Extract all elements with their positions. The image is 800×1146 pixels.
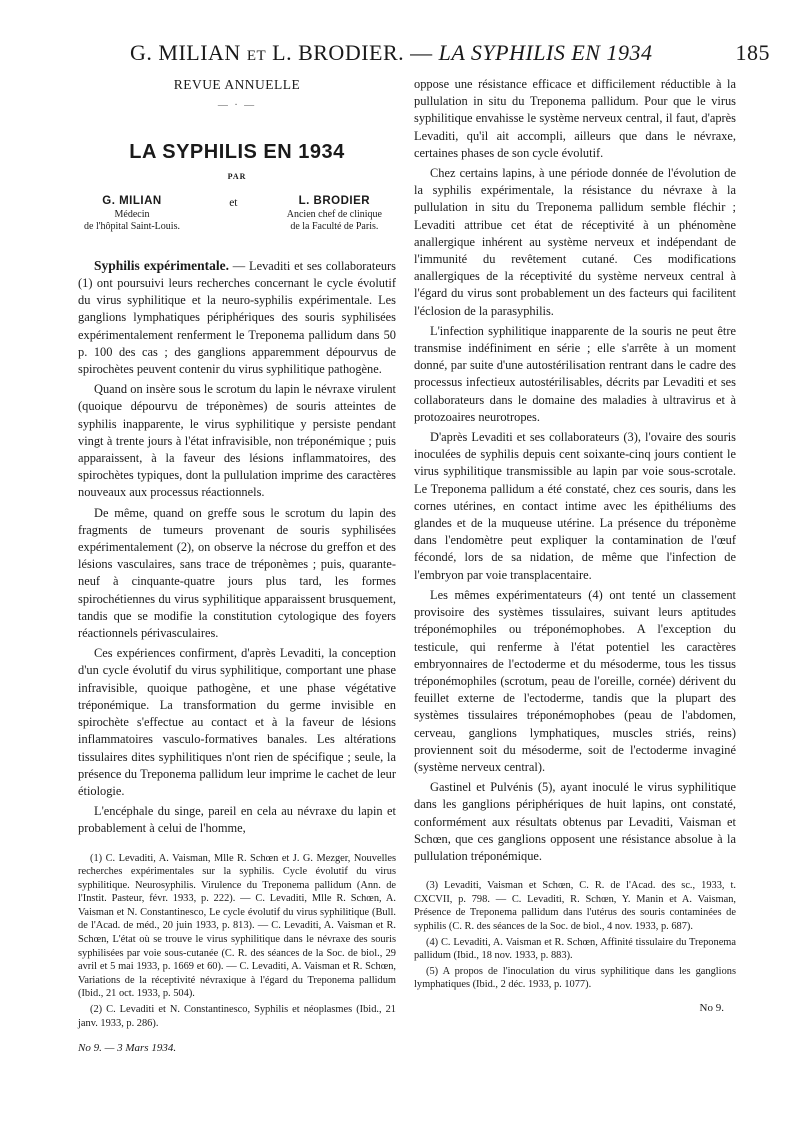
body-paragraph: L'infection syphilitique inapparente de la souris ne peut être transmise indéfiniment en série ; elle s'arrête à un moment donné, par suite d'une autostérilisation rentrant dans le cadre des processus infectieux autostérilisables, décrits par Levaditi et ses collaborateurs dans le domaine des maladies à ultravirus et à protozoaires neurotropes. bbox=[414, 323, 736, 424]
footnotes-left bbox=[78, 852, 396, 1031]
body-paragraph: oppose une résistance efficace et difficilement réductible à la pullulation in situ du Treponema pallidum. Pour que le virus syphilitique envahisse le système nerveux central, il faut, d'après Levaditi, qu'il ait accompli, ailleurs que dans le névraxe, certaines phases de son cycle évolutif. bbox=[414, 77, 736, 160]
body-paragraph bbox=[78, 257, 396, 378]
paragraph-text: — Levaditi et ses collaborateurs (1) ont poursuivi leurs recherches concernant le cycle évolutif du virus syphilitique et la neuro-syphilis expérimentale. Les ganglions lymphatiques périphériques des souris syphilisées expérimentalement renferment le Treponema pallidum dans 50 p. 100 des cas ; des ganglions apparemment dépourvus de spirochètes peuvent contenir du virus syphilitique pathogène. bbox=[78, 258, 396, 377]
issue-line: No 9. — 3 Mars 1934. bbox=[78, 1042, 177, 1055]
footnote: (4) C. Levaditi, A. Vaisman et R. Schœn, Affinité tissulaire du Treponema pallidum (Ibid., 18 nov. 1933, p. 883). bbox=[414, 936, 736, 962]
author-role: Ancien chef de clinique bbox=[286, 208, 382, 220]
footnote: (3) Levaditi, Vaisman et Schœn, C. R. de l'Acad. des sc., 1933, t. CXCVII, p. 798. — C. Levaditi, R. Schœn, Y. Manin et A. Vaisman, Présence de Treponema pallidum dans l'utérus des souris contaminées de syphilis (C. R. des séances de la Soc. de biol., 4 nov. 1933, p. 687). bbox=[414, 880, 736, 932]
body-paragraph: Les mêmes expérimentateurs (4) ont tenté un classement provisoire des systèmes tissulaires, suivant leurs aptitudes tréponémophiles ou tréponémophobes. A l'exception du testicule, qui renferme à l'état potentiel les caractères embryonnaires de l'ectoderme et du mésoderme, tous les tissus tréponémophiles (scrotum, peau de l'oreille, cornée) dérivent du feuillet externe de l'ectoderme, tandis que la plupart des systèmes tissulaires tréponémophobes (peau de l'abdomen, cerveau, ganglions lymphatiques, muscles striés, reins) proviennent soit du mésoderme, soit de l'ectoderme invaginé (système nerveux central). bbox=[414, 587, 736, 774]
footnote: (5) A propos de l'inoculation du virus syphilitique dans les ganglions lymphatiques (Ibid., 2 déc. 1933, p. 1077). bbox=[414, 965, 736, 991]
author-role: Médecin bbox=[114, 208, 150, 220]
ornament-divider: — · — bbox=[217, 100, 257, 112]
running-head-authors: G. MILIAN et L. BRODIER. bbox=[130, 40, 405, 65]
running-head-title: LA SYPHILIS EN 1934 bbox=[438, 40, 653, 65]
body-paragraph: Ces expériences confirment, d'après Levaditi, la conception d'un cycle évolutif du virus syphilitique, comportant une phase infravisible, quoique pathogène, et une phase végétative tréponémique. La transformation du germe invisible en spirochète s'effectue au contact et à la faveur de lésions inflammatoires vasculo-formatives banales. Les altérations tissulaires dites syphilitiques n'ont rien de spécifique ; seule, la présence du Treponema pallidum leur imprime le cachet de leur étiologie. bbox=[78, 646, 396, 798]
body-paragraph: D'après Levaditi et ses collaborateurs (3), l'ovaire des souris inoculées de syphilis depuis cent soixante-cinq jours contient le virus syphilitique transmissible au lapin par voie sous-scrotale. Le Treponema pallidum a été constaté, chez ces souris, dans les cornes utérines, en contact intime avec les épithéliums des glandes et de la muqueuse utérine. La présence du tréponème dans l'endomètre peut expliquer la contamination de l'œuf fécondé, lors de sa nidation, de même que l'infection de l'embryon par voie transplacentaire. bbox=[414, 430, 736, 582]
running-head bbox=[130, 40, 770, 66]
author-name: L. BRODIER bbox=[298, 194, 371, 207]
body-paragraph: Gastinel et Pulvénis (5), ayant inoculé le virus syphilitique dans les ganglions périphériques de huit lapins, ont constaté, conformément aux résultats obtenus par Levaditi, Vaisman et Schœn, que ces ganglions opposent une résistance absolue à la pullulation tréponémique. bbox=[414, 780, 736, 863]
author-name: G. MILIAN bbox=[102, 194, 162, 207]
author-institution: de l'hôpital Saint-Louis. bbox=[84, 220, 180, 232]
footnote: (2) C. Levaditi et N. Constantinesco, Syphilis et néoplasmes (Ibid., 21 janv. 1933, p. 286). bbox=[78, 1004, 396, 1029]
left-column bbox=[78, 76, 396, 1057]
signature-mark: No 9. bbox=[699, 1001, 724, 1014]
page-number: 185 bbox=[735, 40, 770, 65]
author-conjunction: et bbox=[229, 196, 238, 209]
running-head-dash: — bbox=[410, 40, 433, 65]
author-block bbox=[84, 195, 382, 233]
body-paragraph: Chez certains lapins, à une période donnée de l'évolution de la syphilis expérimentale, la résistance du névraxe à la pullulation in situ du Treponema pallidum semble fléchir ; Levaditi attribue cet état de réceptivité à un phénomène anallergique inhérent au système nerveux et indépendant de l'immunité du revêtement cutané. Ces modifications anallergiques de la réceptivité du système nerveux central à l'égard du virus sont probablement un des facteurs qui facilitent l'éclosion de la parasyphilis. bbox=[414, 166, 736, 318]
footnotes-right bbox=[414, 879, 736, 992]
section-label: REVUE ANNUELLE bbox=[173, 77, 301, 92]
body-paragraph: L'encéphale du singe, pareil en cela au névraxe du lapin et probablement à celui de l'homme, bbox=[78, 804, 396, 836]
footnote: (1) C. Levaditi, A. Vaisman, Mlle R. Schœn et J. G. Mezger, Nouvelles recherches expérimentales sur la syphilis. Cycle évolutif du virus syphilitique. Neurosyphilis. Virulence du Treponema pallidum (Ann. de l'Instit. Pasteur, févr. 1933, p. 222). — C. Levaditi, Mlle R. Schœn, A. Vaisman et N. Constantinesco, Le cycle évolutif du virus syphilitique (Bull. de l'Acad. de méd., 20 juin 1933, p. 813). — C. Levaditi, A. Vaisman et R. Schœn, L'état où se trouve le virus syphilitique dans le névraxe des souris syphilisées par voie sous-cutanée (C. R. des séances de la Soc. de biol., 29 avril et 5 mai 1933, p. 1669 et 60). — C. Levaditi, A. Vaisman et R. Schœn, Variations de la réceptivité névraxique à l'égard du Treponema pallidum (Ibid., 21 oct. 1933, p. 504). bbox=[78, 852, 396, 1000]
author-institution: de la Faculté de Paris. bbox=[290, 220, 379, 232]
by-line: PAR bbox=[227, 171, 247, 181]
body-paragraph: Quand on insère sous le scrotum du lapin le névraxe virulent (quoique dépourvu de tréponèmes) de souris atteintes de syphilis inapparente, le virus syphilitique y persiste pendant vingt à trente jours à l'état infravisible, non tréponémique ; puis apparaissent, à la faveur des lésions inflammatoires, des spirochètes typiques, dont la pullulation imprime des caractères nouveaux aux processus réactionnels. bbox=[78, 382, 396, 500]
article-title: LA SYPHILIS EN 1934 bbox=[129, 141, 345, 164]
author-brodier bbox=[287, 195, 382, 233]
section-heading: Syphilis expérimentale. bbox=[94, 257, 229, 273]
author-milian bbox=[84, 195, 180, 233]
body-paragraph: De même, quand on greffe sous le scrotum du lapin des fragments de tumeurs provenant de souris syphilisées expérimentalement (2), on observe la nécrose du greffon et des lésions vasculaires, sans trace de tréponèmes ; puis, quarante-neuf à cinquante-quatre jours plus tard, les formes spirochétiennes du virus syphilitique apparaissent brusquement, tandis que se modifie la constitution cytologique des foyers réactionnels périvasculaires. bbox=[78, 505, 396, 641]
right-column bbox=[414, 76, 736, 1017]
